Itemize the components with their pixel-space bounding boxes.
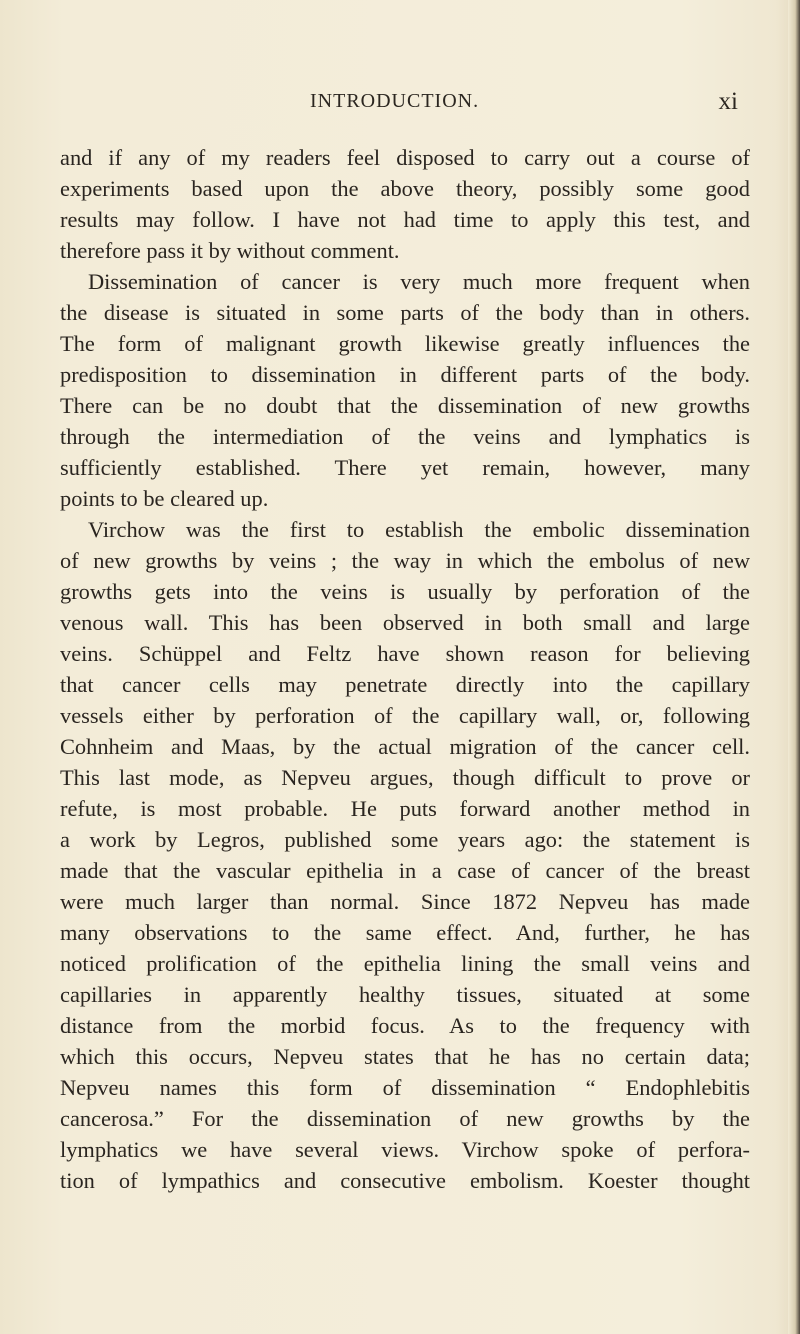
text-line: The form of malignant growth likewise greatly influences the	[60, 331, 750, 356]
text-line: refute, is most probable. He puts forward another method in	[60, 796, 750, 821]
text-line: points to be cleared up.	[60, 486, 269, 511]
text-line: cancerosa.” For the dissemination of new growths by the	[60, 1106, 750, 1131]
text-line: predisposition to dissemination in different parts of the body.	[60, 362, 750, 387]
running-head: INTRODUCTION.	[310, 90, 480, 112]
text-line: were much larger than normal. Since 1872 Nepveu has made	[60, 889, 750, 914]
text-line: made that the vascular epithelia in a case of cancer of the breast	[60, 858, 750, 883]
text-line: veins. Schüppel and Feltz have shown reason for believing	[60, 641, 750, 666]
text-line: This last mode, as Nepveu argues, though difficult to prove or	[60, 765, 750, 790]
text-line: growths gets into the veins is usually by perforation of the	[60, 579, 750, 604]
text-line: tion of lympathics and consecutive embolism. Koester thought	[60, 1168, 750, 1193]
text-line: which this occurs, Nepveu states that he has no certain data;	[60, 1044, 750, 1069]
text-line: of new growths by veins ; the way in which the embolus of new	[60, 548, 750, 573]
text-line: and if any of my readers feel disposed to carry out a course of	[60, 145, 750, 170]
text-line: results may follow. I have not had time to apply this test, and	[60, 207, 750, 232]
text-line: a work by Legros, published some years ago: the statement is	[60, 827, 750, 852]
page-number: xi	[718, 88, 738, 115]
text-line: experiments based upon the above theory, possibly some good	[60, 176, 750, 201]
text-line: distance from the morbid focus. As to the frequency with	[60, 1013, 750, 1038]
text-line: There can be no doubt that the dissemination of new growths	[60, 393, 750, 418]
text-line: Nepveu names this form of dissemination “ Endophlebitis	[60, 1075, 750, 1100]
text-line: the disease is situated in some parts of the body than in others.	[60, 300, 750, 325]
text-line: vessels either by perforation of the capillary wall, or, following	[60, 703, 750, 728]
text-line: Cohnheim and Maas, by the actual migration of the cancer cell.	[60, 734, 750, 759]
page-header	[60, 90, 750, 120]
text-line: venous wall. This has been observed in both small and large	[60, 610, 750, 635]
text-line: many observations to the same effect. And, further, he has	[60, 920, 750, 945]
text-line: that cancer cells may penetrate directly into the capillary	[60, 672, 750, 697]
text-line: sufficiently established. There yet remain, however, many	[60, 455, 750, 480]
text-line: through the intermediation of the veins and lymphatics is	[60, 424, 750, 449]
text-line: Virchow was the first to establish the embolic dissemination	[88, 517, 750, 542]
text-line: Dissemination of cancer is very much more frequent when	[88, 269, 750, 294]
page-edge	[788, 0, 800, 1334]
text-line: lymphatics we have several views. Virchow spoke of perfora-	[60, 1137, 750, 1162]
text-line: capillaries in apparently healthy tissues, situated at some	[60, 982, 750, 1007]
text-line: therefore pass it by without comment.	[60, 238, 400, 263]
body-text	[60, 142, 750, 1196]
text-line: noticed prolification of the epithelia lining the small veins and	[60, 951, 750, 976]
